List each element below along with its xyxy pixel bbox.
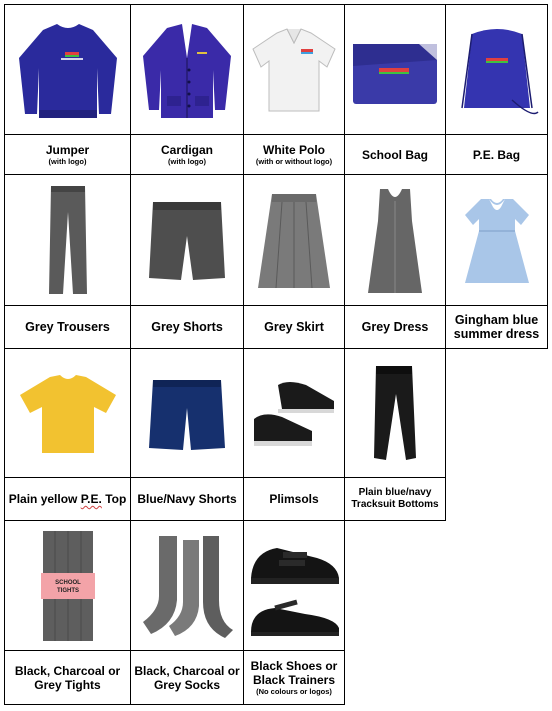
tracksuit-title-line1: Plain blue/navy <box>358 487 432 498</box>
jumper-caption <box>4 134 131 175</box>
jumper-image-cell <box>4 4 131 135</box>
jumper-subtitle: (with logo) <box>48 157 87 166</box>
jumper-image <box>13 18 123 123</box>
socks-caption <box>130 650 244 705</box>
school-bag-image <box>349 30 441 110</box>
tracksuit-title-line2: Tracksuit Bottoms <box>351 499 439 510</box>
grey-shorts-image-cell <box>130 174 244 306</box>
plimsols-caption <box>243 477 345 521</box>
tights-caption <box>4 650 131 705</box>
pe-bag-image <box>452 20 542 120</box>
grey-dress-title: Grey Dress <box>361 320 429 334</box>
grey-trousers-image-cell <box>4 174 131 306</box>
shoes-image-cell <box>243 520 345 651</box>
grey-skirt-caption <box>243 305 345 349</box>
tights-label-line2: TIGHTS <box>56 588 79 594</box>
yellow-pe-top-caption <box>4 477 131 521</box>
navy-shorts-caption <box>130 477 244 521</box>
grey-dress-image <box>360 185 430 297</box>
school-bag-title: School Bag <box>361 147 428 162</box>
tracksuit-image-cell <box>344 348 446 478</box>
socks-title-line1: Black, Charcoal or <box>134 663 240 678</box>
school-bag-image-cell <box>344 4 446 135</box>
grey-skirt-image <box>254 188 334 294</box>
yellow-pe-top-title <box>9 492 127 506</box>
white-polo-title: White Polo <box>263 143 325 157</box>
plimsols-image <box>248 371 340 457</box>
yellow-pe-top-title-pe: P.E. <box>80 492 102 506</box>
pe-bag-caption <box>445 134 548 175</box>
gingham-dress-caption <box>445 305 548 349</box>
white-polo-caption <box>243 134 345 175</box>
grey-skirt-title: Grey Skirt <box>264 320 324 334</box>
white-polo-subtitle: (with or without logo) <box>255 157 333 166</box>
socks-title-line2: Grey Socks <box>153 677 221 692</box>
cardigan-image-cell <box>130 4 244 135</box>
pe-bag-image-cell <box>445 4 548 135</box>
shoes-image <box>245 534 343 638</box>
navy-shorts-image-cell <box>130 348 244 478</box>
grey-trousers-caption <box>4 305 131 349</box>
yellow-pe-top-image <box>16 371 120 457</box>
jumper-title: Jumper <box>45 143 90 157</box>
gingham-dress-image-cell <box>445 174 548 306</box>
grey-dress-image-cell <box>344 174 446 306</box>
socks-image-cell <box>130 520 244 651</box>
plimsols-title: Plimsols <box>269 492 319 506</box>
shoes-title-line2: Black Trainers <box>252 673 336 687</box>
shoes-subtitle: (No colours or logos) <box>256 687 332 696</box>
grey-shorts-caption <box>130 305 244 349</box>
tracksuit-caption <box>344 477 446 521</box>
gingham-dress-image <box>457 191 537 291</box>
plimsols-image-cell <box>243 348 345 478</box>
tights-label-line1: SCHOOL <box>54 580 81 586</box>
cardigan-title: Cardigan <box>160 143 213 157</box>
grey-dress-caption <box>344 305 446 349</box>
grey-trousers-image <box>43 182 93 300</box>
shoes-caption <box>243 650 345 705</box>
grey-shorts-image <box>145 196 229 286</box>
tights-image-cell <box>4 520 131 651</box>
school-bag-caption <box>344 134 446 175</box>
shoes-title-line1: Black Shoes or <box>250 659 338 673</box>
cardigan-caption <box>130 134 244 175</box>
grey-shorts-title: Grey Shorts <box>151 320 223 334</box>
navy-shorts-image <box>145 374 229 454</box>
gingham-dress-title-line2: summer dress <box>453 327 540 341</box>
grey-skirt-image-cell <box>243 174 345 306</box>
tracksuit-image <box>362 362 428 466</box>
cardigan-image <box>137 18 237 123</box>
yellow-pe-top-title-pre: Plain yellow <box>8 492 81 506</box>
yellow-pe-top-title-post: Top <box>101 492 127 506</box>
pe-bag-title: P.E. Bag <box>472 147 521 162</box>
gingham-dress-title-line1: Gingham blue <box>454 313 539 327</box>
tights-title-line2: Grey Tights <box>34 677 101 692</box>
grey-trousers-title: Grey Trousers <box>25 320 110 334</box>
tights-image <box>35 527 101 645</box>
socks-image <box>137 530 237 642</box>
white-polo-image <box>249 23 339 118</box>
cardigan-subtitle: (with logo) <box>168 157 206 166</box>
white-polo-image-cell <box>243 4 345 135</box>
tights-title-line1: Black, Charcoal or <box>14 663 121 678</box>
yellow-pe-top-image-cell <box>4 348 131 478</box>
navy-shorts-title: Blue/Navy Shorts <box>137 492 237 506</box>
